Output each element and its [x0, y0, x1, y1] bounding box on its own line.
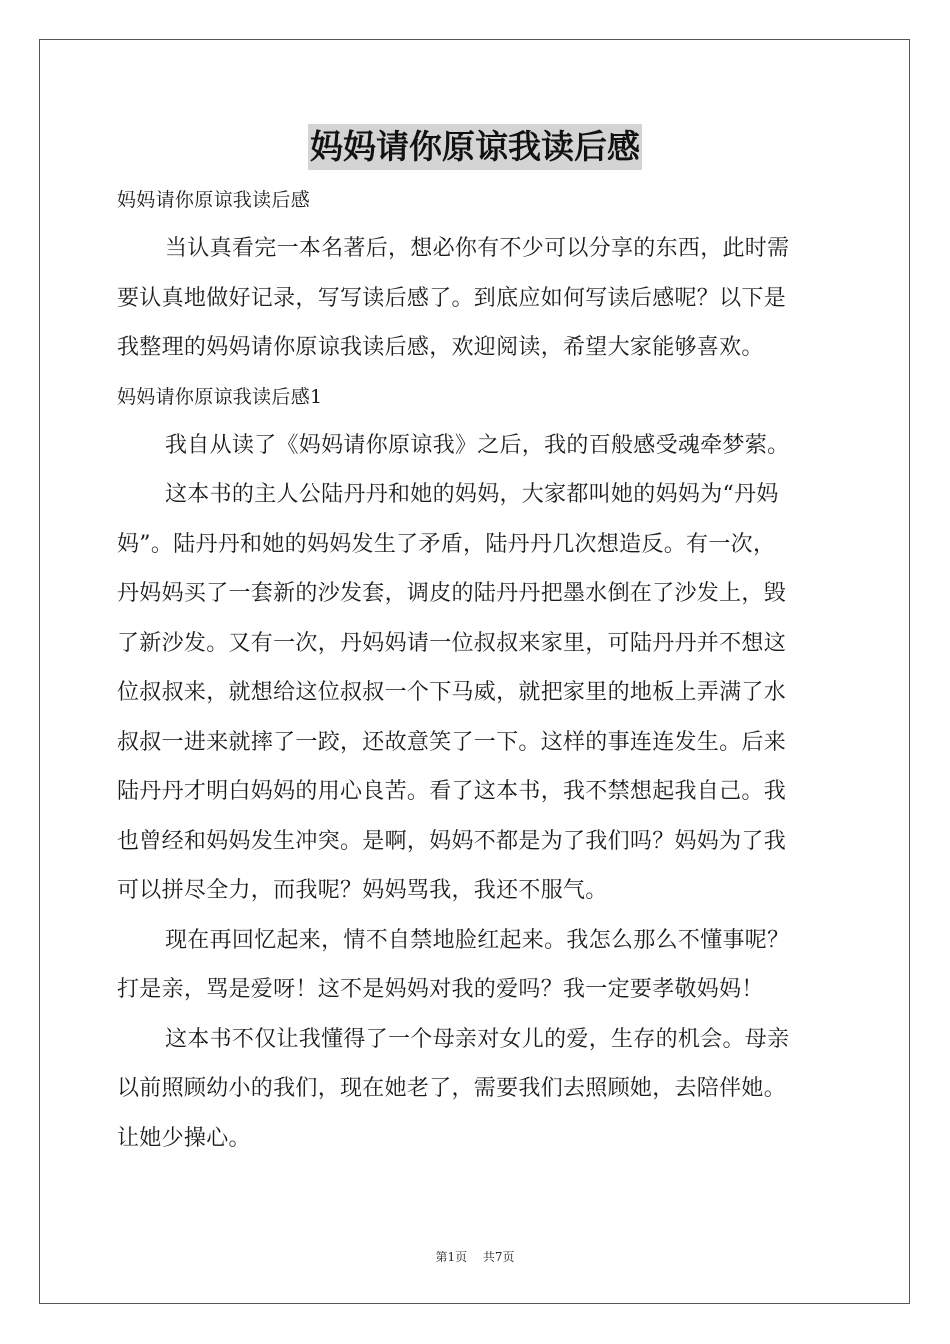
text-line: 这本书不仅让我懂得了一个母亲对女儿的爱，生存的机会。母亲 — [165, 1026, 790, 1052]
document-title: 妈妈请你原谅我读后感 — [308, 124, 642, 170]
text-line: 要认真地做好记录，写写读后感了。到底应如何写读后感呢？以下是 — [117, 285, 787, 311]
text-line: 以前照顾幼小的我们，现在她老了，需要我们去照顾她，去陪伴她。 — [117, 1076, 787, 1101]
text-line: 叔叔一进来就摔了一跤，还故意笑了一下。这样的事连连发生。后来 — [117, 729, 787, 755]
text-line: 现在再回忆起来，情不自禁地脸红起来。我怎么那么不懂事呢？ — [165, 927, 790, 953]
text-line: 也曾经和妈妈发生冲突。是啊，妈妈不都是为了我们吗？妈妈为了我 — [117, 828, 787, 854]
text-line: 陆丹丹才明白妈妈的用心良苦。看了这本书，我不禁想起我自己。我 — [117, 779, 787, 804]
text-line: 我整理的妈妈请你原谅我读后感，欢迎阅读，希望大家能够喜欢。 — [117, 335, 764, 360]
text-line: 位叔叔来，就想给这位叔叔一个下马威，就把家里的地板上弄满了水 — [117, 680, 787, 705]
paragraph-4 — [117, 1015, 835, 1164]
paragraph-1 — [117, 421, 835, 471]
section-heading: 妈妈请你原谅我读后感1 — [117, 385, 323, 408]
text-line: 我自从读了《妈妈请你原谅我》之后，我的百般感受魂牵梦萦。 — [165, 432, 790, 458]
document-body — [117, 176, 835, 1163]
text-line: 打是亲，骂是爱呀！这不是妈妈对我的爱吗？我一定要孝敬妈妈！ — [117, 977, 764, 1002]
text-line: 妈”。陆丹丹和她的妈妈发生了矛盾，陆丹丹几次想造反。有一次， — [117, 531, 776, 557]
text-line: 可以拼尽全力，而我呢？妈妈骂我，我还不服气。 — [117, 878, 608, 903]
text-line: 让她少操心。 — [117, 1125, 251, 1151]
page-number: 第1页 — [435, 1250, 468, 1264]
page-footer — [0, 1248, 950, 1265]
document-subtitle: 妈妈请你原谅我读后感 — [117, 189, 311, 211]
text-line: 了新沙发。又有一次，丹妈妈请一位叔叔来家里，可陆丹丹并不想这 — [117, 630, 787, 656]
intro-paragraph — [117, 224, 835, 373]
text-line: 当认真看完一本名著后，想必你有不少可以分享的东西，此时需 — [165, 236, 790, 261]
text-line: 丹妈妈买了一套新的沙发套，调皮的陆丹丹把墨水倒在了沙发上，毁 — [117, 581, 787, 606]
title-container — [0, 124, 950, 170]
text-line: 这本书的主人公陆丹丹和她的妈妈，大家都叫她的妈妈为“丹妈 — [165, 482, 779, 507]
page-total: 共7页 — [482, 1250, 515, 1264]
paragraph-2 — [117, 470, 835, 916]
paragraph-3 — [117, 916, 835, 1015]
